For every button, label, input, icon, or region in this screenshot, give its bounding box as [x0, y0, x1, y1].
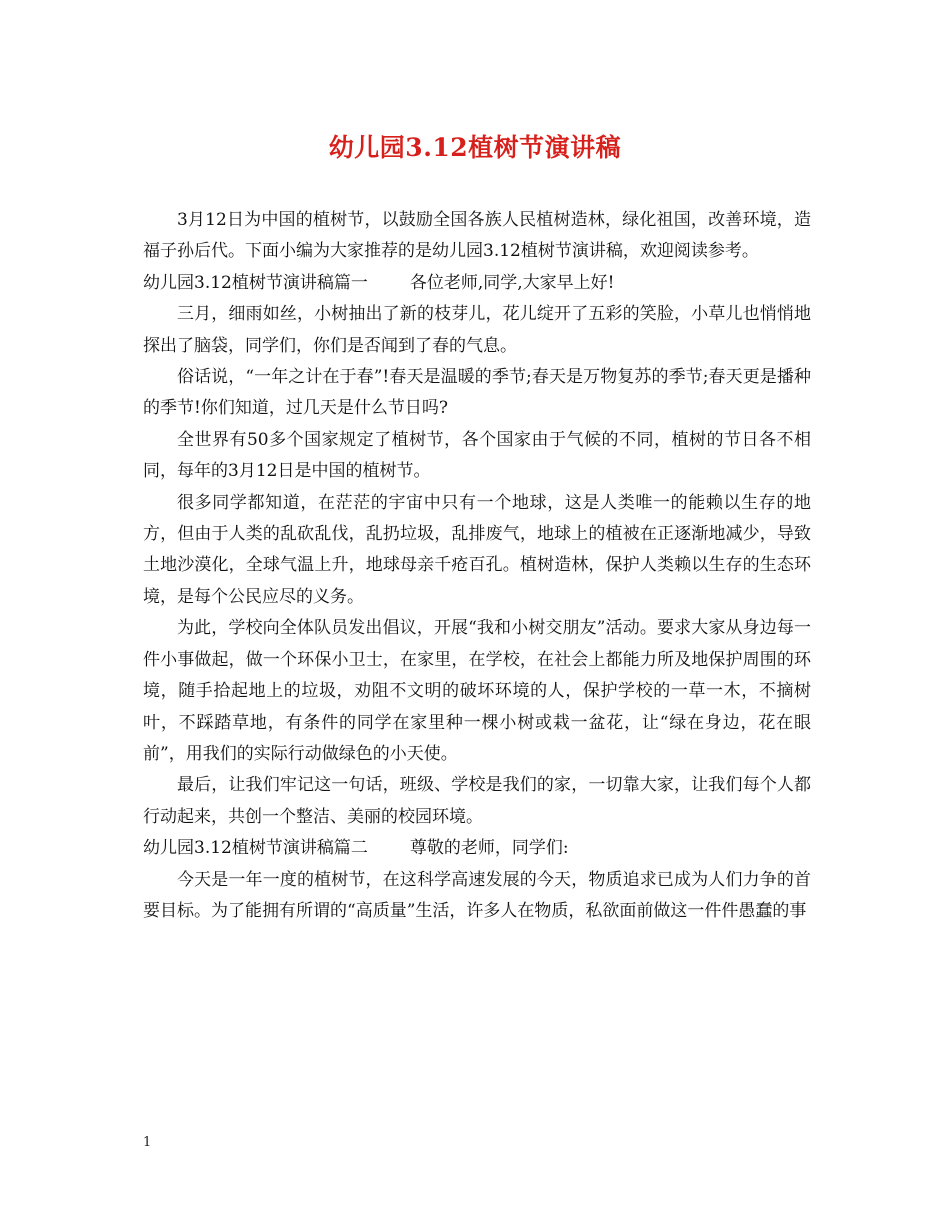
section-heading-2 [143, 833, 811, 864]
section-heading-1 [143, 268, 811, 299]
body-paragraph: 俗话说，“一年之计在于春”!春天是温暖的季节;春天是万物复苏的季节;春天更是播种的季节!你们知道，过几天是什么节日吗? [143, 367, 811, 419]
section-greeting-2: 尊敬的老师，同学们: [409, 838, 569, 859]
body-paragraph: 很多同学都知道，在茫茫的宇宙中只有一个地球，这是人类唯一的能赖以生存的地方，但由于人类的乱砍乱伐，乱扔垃圾，乱排废气，地球上的植被在正逐渐地减少，导致土地沙漠化，全球气温上升，地球母亲千疮百孔。植树造林，保护人类赖以生存的生态环境，是每个公民应尽的义务。 [143, 492, 811, 607]
body-paragraph: 三月，细雨如丝，小树抽出了新的枝芽儿，花儿绽开了五彩的笑脸，小草儿也悄悄地探出了脑袋，同学们，你们是否闻到了春的气息。 [143, 304, 811, 356]
document-body [143, 205, 811, 927]
intro-paragraph: 3月12日为中国的植树节，以鼓励全国各族人民植树造林，绿化祖国，改善环境，造福子孙后代。下面小编为大家推荐的是幼儿园3.12植树节演讲稿，欢迎阅读参考。 [143, 210, 811, 262]
section-title-2: 幼儿园3.12植树节演讲稿篇二 [143, 838, 368, 859]
section-greeting-1: 各位老师,同学,大家早上好! [409, 272, 615, 293]
document-title: 幼儿园3.12植树节演讲稿 [328, 133, 622, 162]
section-title-1: 幼儿园3.12植树节演讲稿篇一 [143, 272, 368, 293]
body-paragraph: 全世界有50多个国家规定了植树节，各个国家由于气候的不同，植树的节日各不相同，每年的3月12日是中国的植树节。 [143, 429, 811, 482]
body-paragraph: 最后，让我们牢记这一句话，班级、学校是我们的家，一切靠大家，让我们每个人都行动起来，共创一个整洁、美丽的校园环境。 [143, 775, 811, 827]
body-paragraph: 今天是一年一度的植树节，在这科学高速发展的今天，物质追求已成为人们力争的首要目标。为了能拥有所谓的“高质量”生活，许多人在物质，私欲面前做这一件件愚蠢的事 [143, 869, 811, 921]
page-number: 1 [143, 1135, 152, 1150]
body-paragraph: 为此，学校向全体队员发出倡议，开展“我和小树交朋友”活动。要求大家从身边每一件小事做起，做一个环保小卫士，在家里，在学校，在社会上都能力所及地保护周围的环境，随手拾起地上的垃圾，劝阻不文明的破坏环境的人，保护学校的一草一木，不摘树叶，不踩踏草地，有条件的同学在家里种一棵小树或栽一盆花，让“绿在身边，花在眼前”，用我们的实际行动做绿色的小天使。 [143, 618, 811, 764]
